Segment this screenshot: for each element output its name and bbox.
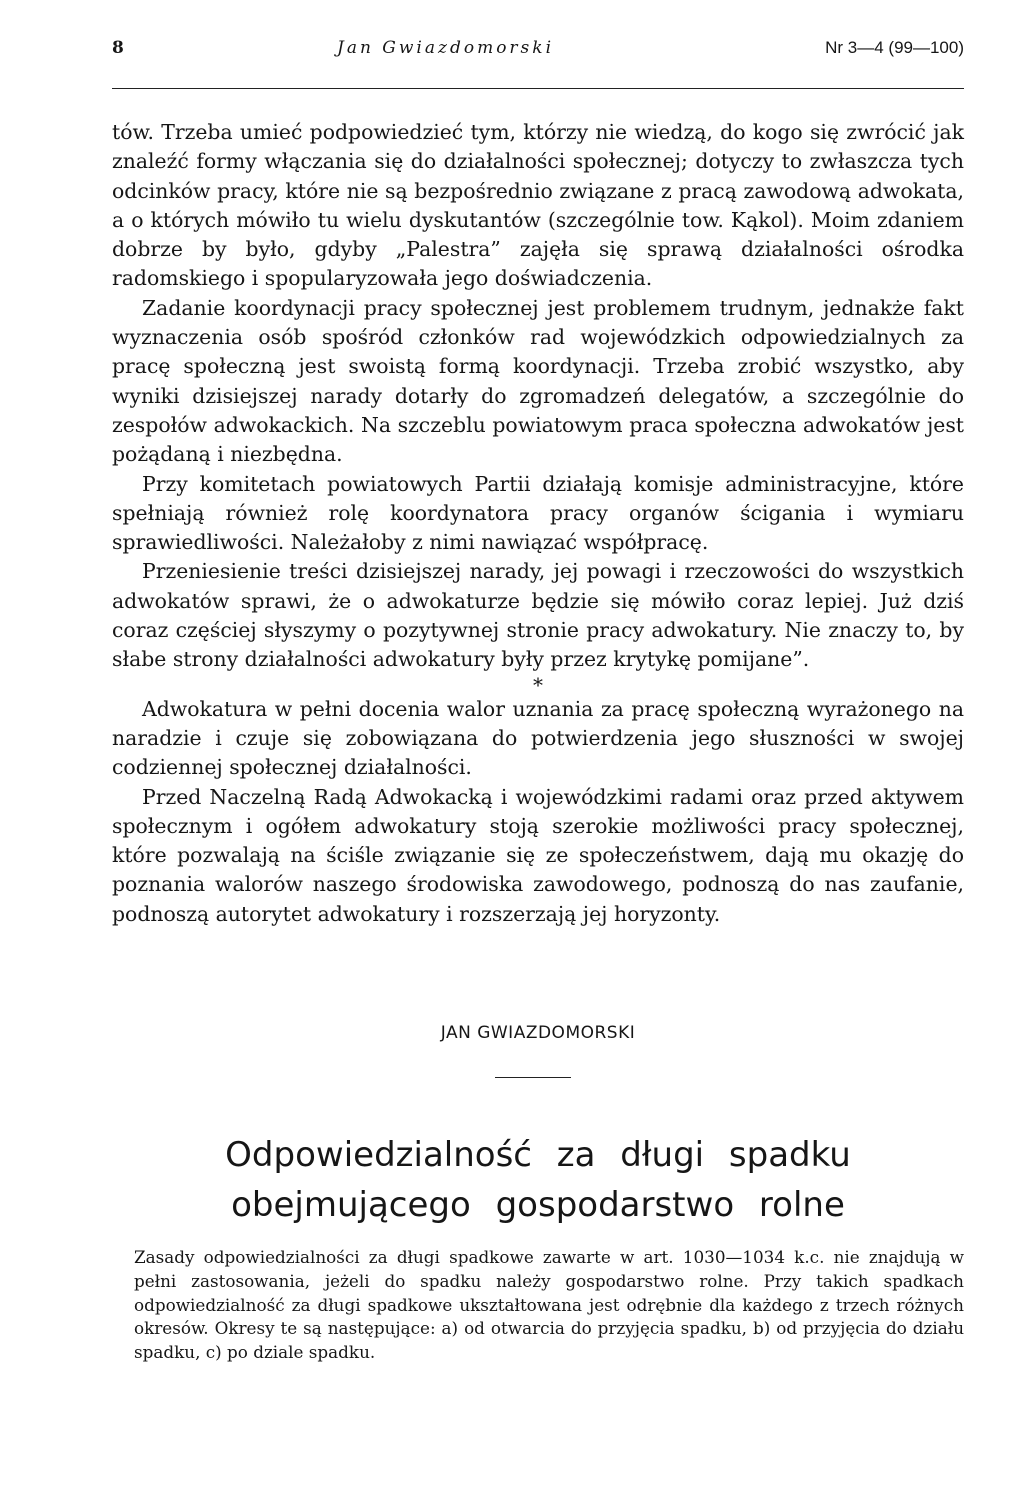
article-title: Odpowiedzialność za długi spadku obejmującego gospodarstwo rolne: [225, 1135, 851, 1225]
running-header: [112, 38, 964, 68]
paragraph: Adwokatura w pełni docenia walor uznania za pracę społeczną wyrażonego na naradzie i czuje się zobowiązana do potwierdzenia jego słuszności w swojej codziennej społecznej działalności.: [112, 696, 964, 780]
issue-number: Nr 3—4 (99—100): [825, 38, 964, 57]
running-title: Jan Gwiazdomorski: [337, 38, 555, 58]
paragraph: Zadanie koordynacji pracy społecznej jest problemem trudnym, jednakże fakt wyznaczenia osób spośród członków rad wojewódzkich odpowiedzialnych za pracę społeczną jest swoistą formą koordynacji. Trzeba zrobić wszystko, aby wyniki dzisiejszej narady dotarły do zgromadzeń delegatów, a szczególnie do zespołów adwokackich. Na szczeblu powiatowym praca społeczna adwokatów jest pożądaną i niezbędna.: [112, 295, 964, 467]
paragraph: tów. Trzeba umieć podpowiedzieć tym, którzy nie wiedzą, do kogo się zwrócić jak znaleźć formy włączania się do działalności społecznej; dotyczy to zwłaszcza tych odcinków pracy, które nie są bezpośrednio związane z pracą zawodową adwokata, a o których mówiło tu wielu dyskutantów (szczególnie tow. Kąkol). Moim zdaniem dobrze by było, gdyby „Palestra” zajęła się sprawą działalności ośrodka radomskiego i spopularyzowała jego doświadczenia.: [112, 120, 964, 291]
page-number: 8: [112, 38, 124, 58]
article-abstract: Zasady odpowiedzialności za długi spadkowe zawarte w art. 1030—1034 k.c. nie znajdują w pełni zastosowania, jeżeli do spadku należy gospodarstwo rolne. Przy takich spadkach odpowiedzialność za długi spadkowe ukształtowana jest odrębnie dla każdego z trzech różnych okresów. Okresy te są następujące: a) od otwarcia do przyjęcia spadku, b) od przyjęcia do działu spadku, c) po dziale spadku.: [134, 1247, 964, 1363]
section-separator: *: [533, 672, 543, 697]
article-author: JAN GWIAZDOMORSKI: [440, 1023, 636, 1043]
paragraph: Przy komitetach powiatowych Partii działają komisje administracyjne, które spełniają również rolę koordynatora pracy organów ścigania i wymiaru sprawiedliwości. Należałoby z nimi nawiązać współpracę.: [112, 471, 964, 555]
divider: [495, 1077, 571, 1078]
header-rule: [112, 88, 964, 89]
paragraph: Przeniesienie treści dzisiejszej narady, jej powagi i rzeczowości do wszystkich adwokatów sprawi, że o adwokaturze będzie się mówiło coraz lepiej. Już dziś coraz częściej słyszymy o pozytywnej stronie pracy adwokatury. Nie znaczy to, by słabe strony działalności adwokatury były przez krytykę pomijane”.: [112, 559, 964, 672]
paragraph: Przed Naczelną Radą Adwokacką i wojewódzkimi radami oraz przed aktywem społecznym i ogółem adwokatury stoją szerokie możliwości pracy społecznej, które pozwalają na ściśle związanie się ze społeczeństwem, dają mu okazję do poznania walorów naszego środowiska zawodowego, podnoszą do nas zaufanie, podnoszą autorytet adwokatury i rozszerzają jej horyzonty.: [112, 784, 964, 926]
body-text: [112, 118, 964, 929]
